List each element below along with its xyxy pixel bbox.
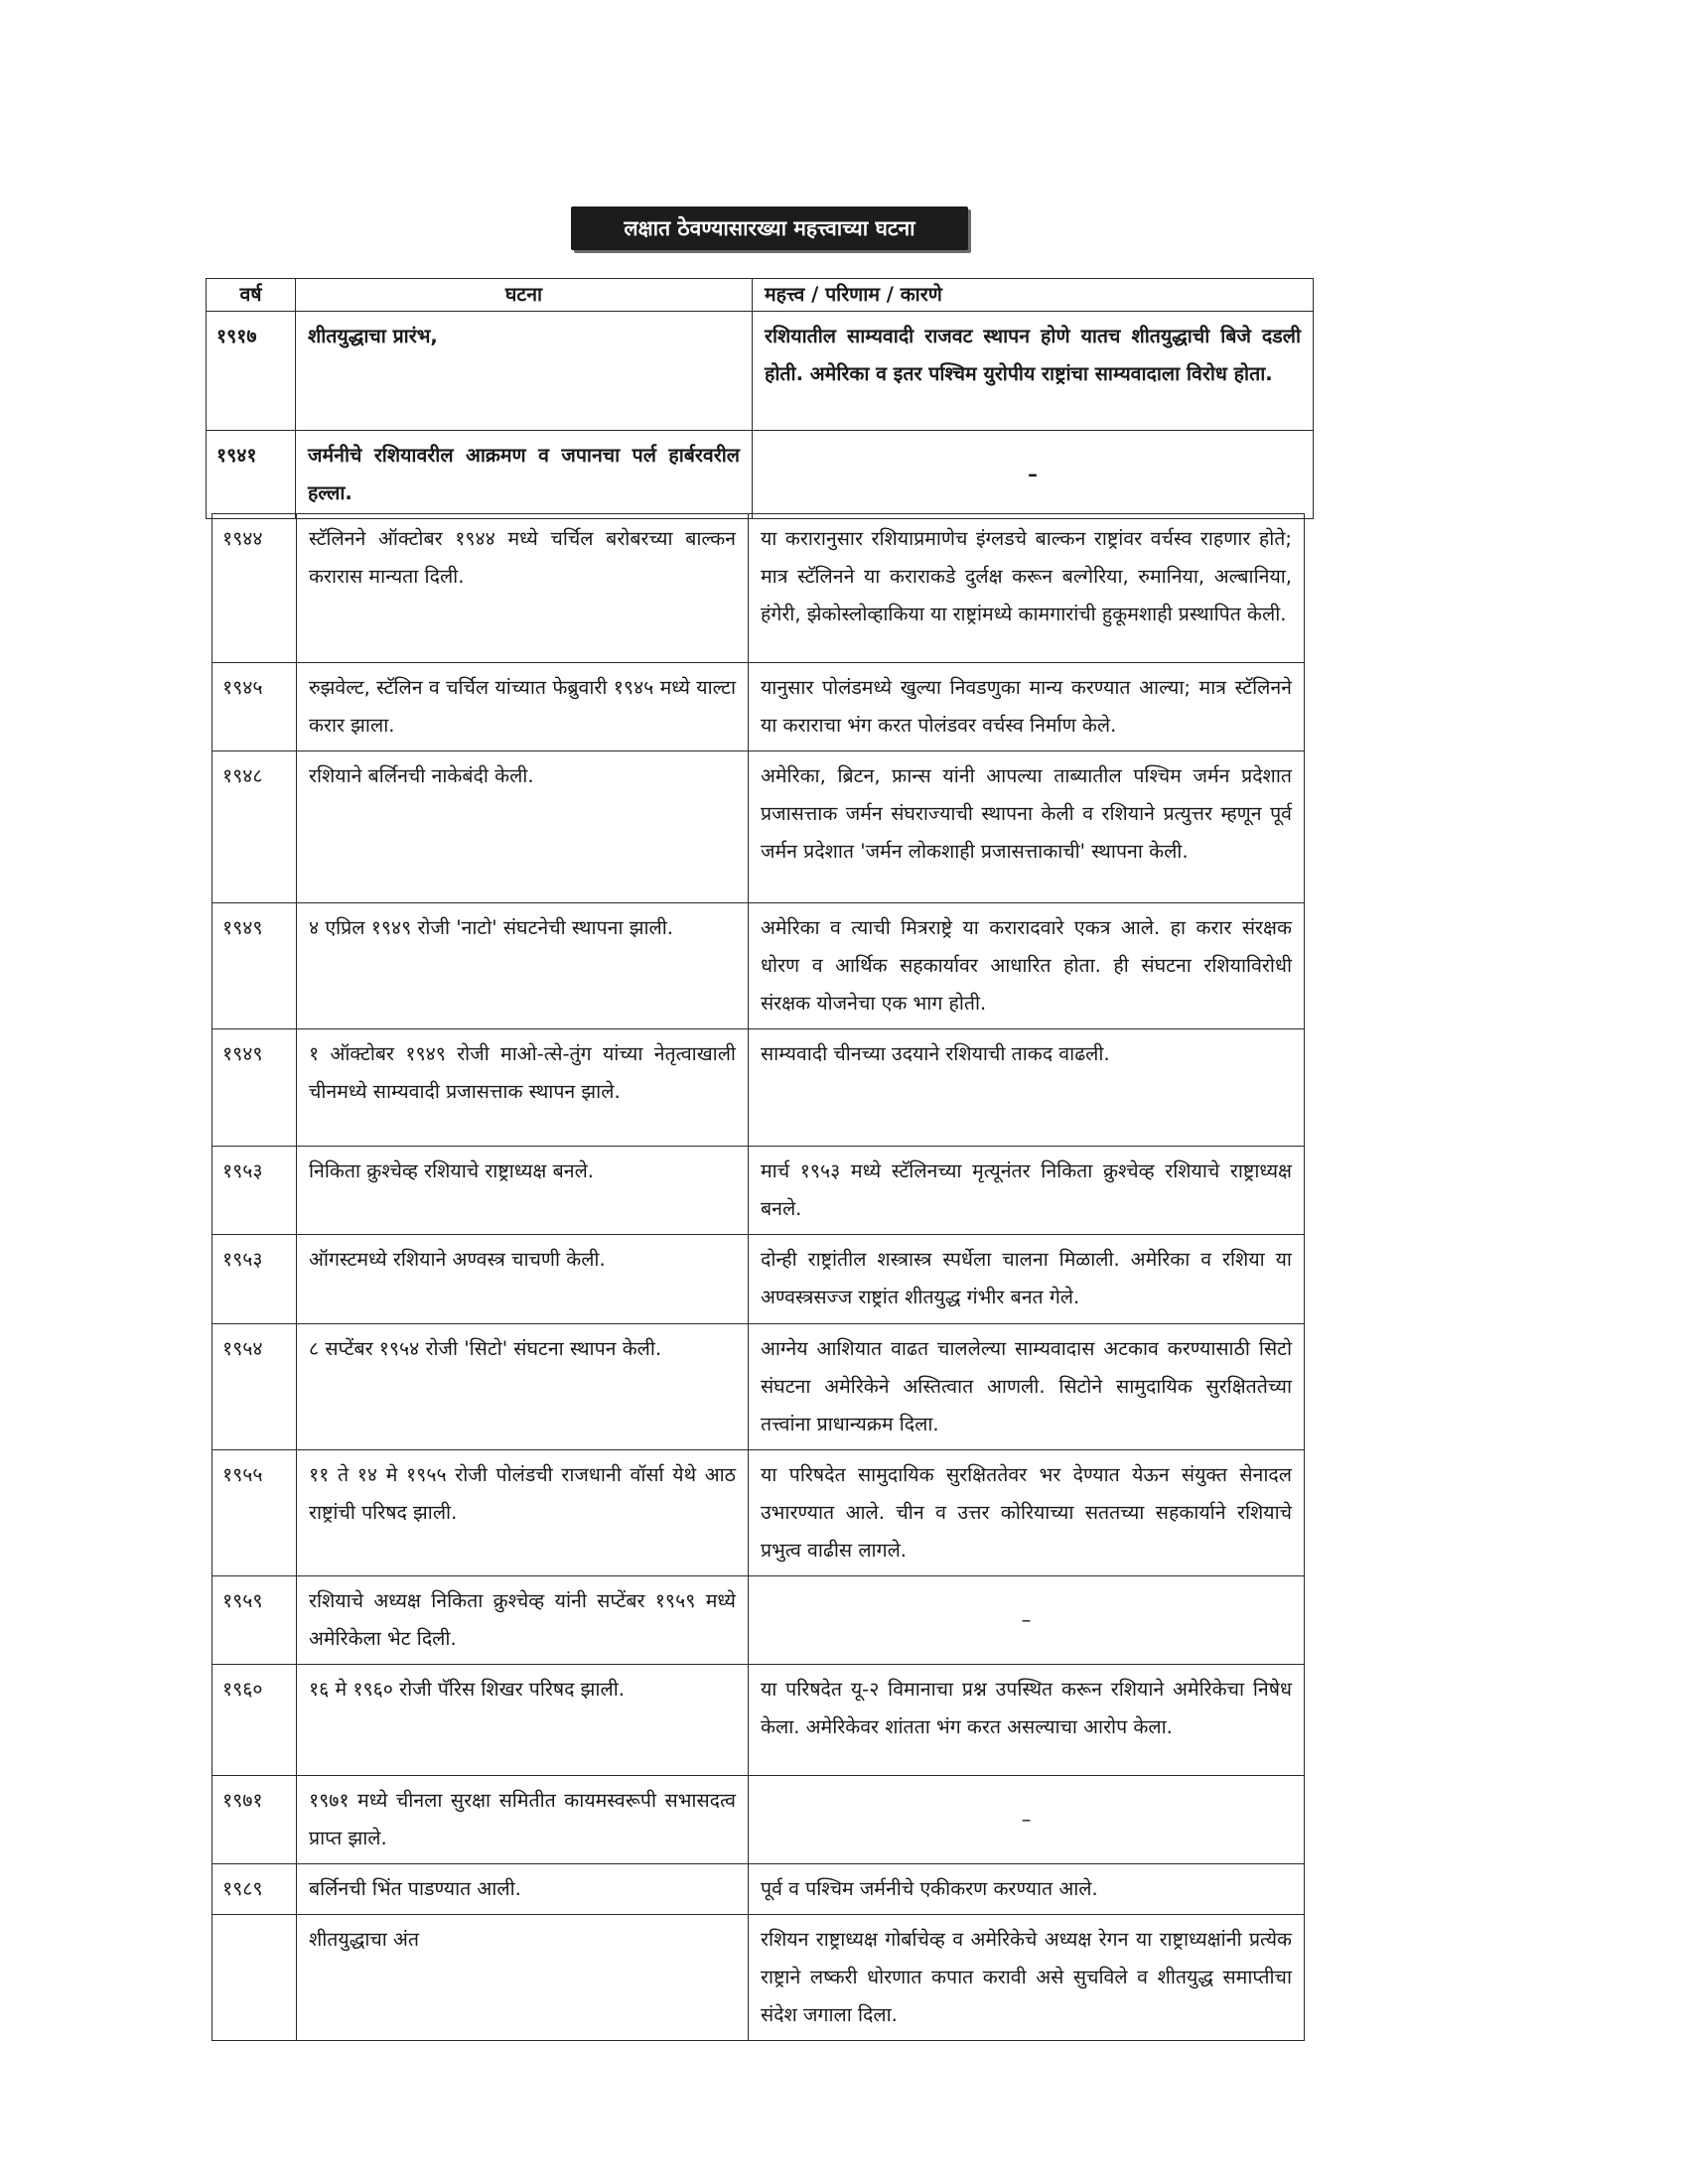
year-cell: १९४१ <box>207 431 296 519</box>
event-cell: जर्मनीचे रशियावरील आक्रमण व जपानचा पर्ल हार्बरवरील हल्ला. <box>296 431 753 519</box>
header-significance: महत्त्व / परिणाम / कारणे <box>753 279 1314 312</box>
table-row <box>212 1450 1305 1576</box>
significance-cell: मार्च १९५३ मध्ये स्टॅलिनच्या मृत्यूनंतर निकिता क्रुश्चेव्ह रशियाचे राष्ट्राध्यक्ष बनले. <box>749 1147 1305 1235</box>
table-row <box>212 1665 1305 1776</box>
table-row <box>212 514 1305 663</box>
significance-cell: यानुसार पोलंडमध्ये खुल्या निवडणुका मान्य करण्यात आल्या; मात्र स्टॅलिनने या कराराचा भंग करत पोलंडवर वर्चस्व निर्माण केले. <box>749 663 1305 751</box>
year-cell: १९४५ <box>212 663 297 751</box>
table-row <box>212 1776 1305 1864</box>
event-cell: १६ मे १९६० रोजी पॅरिस शिखर परिषद झाली. <box>297 1665 749 1776</box>
header-year: वर्ष <box>207 279 296 312</box>
event-cell: १ ऑक्टोबर १९४९ रोजी माओ-त्से-तुंग यांच्या नेतृत्वाखाली चीनमध्ये साम्यवादी प्रजासत्ताक स्थापन झाले. <box>297 1029 749 1147</box>
significance-cell: – <box>753 431 1314 519</box>
event-cell: स्टॅलिनने ऑक्टोबर १९४४ मध्ये चर्चिल बरोबरच्या बाल्कन करारास मान्यता दिली. <box>297 514 749 663</box>
table-row <box>212 1324 1305 1450</box>
event-cell: ११ ते १४ मे १९५५ रोजी पोलंडची राजधानी वॉर्सा येथे आठ राष्ट्रांची परिषद झाली. <box>297 1450 749 1576</box>
significance-cell: या परिषदेत सामुदायिक सुरक्षिततेवर भर देण्यात येऊन संयुक्त सेनादल उभारण्यात आले. चीन व उत्तर कोरियाच्या सततच्या सहकार्याने रशियाचे प्रभुत्व वाढीस लागले. <box>749 1450 1305 1576</box>
year-cell: १९८९ <box>212 1864 297 1915</box>
table-row <box>212 1915 1305 2041</box>
significance-cell: आग्नेय आशियात वाढत चाललेल्या साम्यवादास अटकाव करण्यासाठी सिटो संघटना अमेरिकेने अस्तित्वात आणली. सिटोने सामुदायिक सुरक्षिततेच्या तत्त्वांना प्राधान्यक्रम दिला. <box>749 1324 1305 1450</box>
event-cell: शीतयुद्धाचा अंत <box>297 1915 749 2041</box>
year-cell: १९५५ <box>212 1450 297 1576</box>
year-cell: १९५९ <box>212 1576 297 1665</box>
table-row <box>212 1576 1305 1665</box>
event-cell: ८ सप्टेंबर १९५४ रोजी 'सिटो' संघटना स्थापन केली. <box>297 1324 749 1450</box>
event-cell: निकिता क्रुश्चेव्ह रशियाचे राष्ट्राध्यक्ष बनले. <box>297 1147 749 1235</box>
year-cell: १९५३ <box>212 1147 297 1235</box>
year-cell: १९५४ <box>212 1324 297 1450</box>
significance-cell: अमेरिका व त्याची मित्रराष्ट्रे या करारादवारे एकत्र आले. हा करार संरक्षक धोरण व आर्थिक सहकार्यावर आधारित होता. ही संघटना रशियाविरोधी संरक्षक योजनेचा एक भाग होती. <box>749 903 1305 1029</box>
event-cell: ४ एप्रिल १९४९ रोजी 'नाटो' संघटनेची स्थापना झाली. <box>297 903 749 1029</box>
year-cell: १९४९ <box>212 903 297 1029</box>
significance-cell: या करारानुसार रशियाप्रमाणेच इंग्लडचे बाल्कन राष्ट्रांवर वर्चस्व राहणार होते; मात्र स्टॅलिनने या कराराकडे दुर्लक्ष करून बल्गेरिया, रुमानिया, अल्बानिया, हंगेरी, झेकोस्लोव्हाकिया या राष्ट्रांमध्ये कामगारांची हुकूमशाही प्रस्थापित केली. <box>749 514 1305 663</box>
event-cell: शीतयुद्धाचा प्रारंभ, <box>296 312 753 431</box>
event-cell: बर्लिनची भिंत पाडण्यात आली. <box>297 1864 749 1915</box>
significance-cell: अमेरिका, ब्रिटन, फ्रान्स यांनी आपल्या ताब्यातील पश्चिम जर्मन प्रदेशात प्रजासत्ताक जर्मन संघराज्याची स्थापना केली व रशियाने प्रत्युत्तर म्हणून पूर्व जर्मन प्रदेशात 'जर्मन लोकशाही प्रजासत्ताकाची' स्थापना केली. <box>749 751 1305 903</box>
significance-cell: रशियन राष्ट्राध्यक्ष गोर्बाचेव्ह व अमेरिकेचे अध्यक्ष रेगन या राष्ट्राध्यक्षांनी प्रत्येक राष्ट्राने लष्करी धोरणात कपात करावी असे सुचविले व शीतयुद्ध समाप्तीचा संदेश जगाला दिला. <box>749 1915 1305 2041</box>
year-cell: १९४८ <box>212 751 297 903</box>
event-cell: रशियाचे अध्यक्ष निकिता क्रुश्चेव्ह यांनी सप्टेंबर १९५९ मध्ये अमेरिकेला भेट दिली. <box>297 1576 749 1665</box>
year-cell: १९७१ <box>212 1776 297 1864</box>
table-row <box>207 312 1314 431</box>
year-cell: १९१७ <box>207 312 296 431</box>
table-row <box>212 751 1305 903</box>
events-table-bottom <box>211 513 1305 2041</box>
table-header-row <box>207 279 1314 312</box>
table-row <box>212 663 1305 751</box>
table-row <box>207 431 1314 519</box>
events-table-top <box>206 278 1314 519</box>
event-cell: रशियाने बर्लिनची नाकेबंदी केली. <box>297 751 749 903</box>
significance-cell: रशियातील साम्यवादी राजवट स्थापन होणे यातच शीतयुद्धाची बिजे दडली होती. अमेरिका व इतर पश्चिम युरोपीय राष्ट्रांचा साम्यवादाला विरोध होता. <box>753 312 1314 431</box>
table-row <box>212 1235 1305 1324</box>
event-cell: १९७१ मध्ये चीनला सुरक्षा समितीत कायमस्वरूपी सभासदत्व प्राप्त झाले. <box>297 1776 749 1864</box>
page-title: लक्षात ठेवण्यासारख्या महत्त्वाच्या घटना <box>571 206 968 250</box>
table-row <box>212 1029 1305 1147</box>
year-cell <box>212 1915 297 2041</box>
table-row <box>212 1147 1305 1235</box>
year-cell: १९४४ <box>212 514 297 663</box>
event-cell: रुझवेल्ट, स्टॅलिन व चर्चिल यांच्यात फेब्रुवारी १९४५ मध्ये याल्टा करार झाला. <box>297 663 749 751</box>
significance-cell: – <box>749 1576 1305 1665</box>
significance-cell: या परिषदेत यू-२ विमानाचा प्रश्न उपस्थित करून रशियाने अमेरिकेचा निषेध केला. अमेरिकेवर शांतता भंग करत असल्याचा आरोप केला. <box>749 1665 1305 1776</box>
significance-cell: – <box>749 1776 1305 1864</box>
year-cell: १९४९ <box>212 1029 297 1147</box>
table-row <box>212 903 1305 1029</box>
header-event: घटना <box>296 279 753 312</box>
significance-cell: साम्यवादी चीनच्या उदयाने रशियाची ताकद वाढली. <box>749 1029 1305 1147</box>
event-cell: ऑगस्टमध्ये रशियाने अण्वस्त्र चाचणी केली. <box>297 1235 749 1324</box>
year-cell: १९५३ <box>212 1235 297 1324</box>
table-row <box>212 1864 1305 1915</box>
year-cell: १९६० <box>212 1665 297 1776</box>
significance-cell: पूर्व व पश्चिम जर्मनीचे एकीकरण करण्यात आले. <box>749 1864 1305 1915</box>
significance-cell: दोन्ही राष्ट्रांतील शस्त्रास्त्र स्पर्धेला चालना मिळाली. अमेरिका व रशिया या अण्वस्त्रसज्ज राष्ट्रांत शीतयुद्ध गंभीर बनत गेले. <box>749 1235 1305 1324</box>
